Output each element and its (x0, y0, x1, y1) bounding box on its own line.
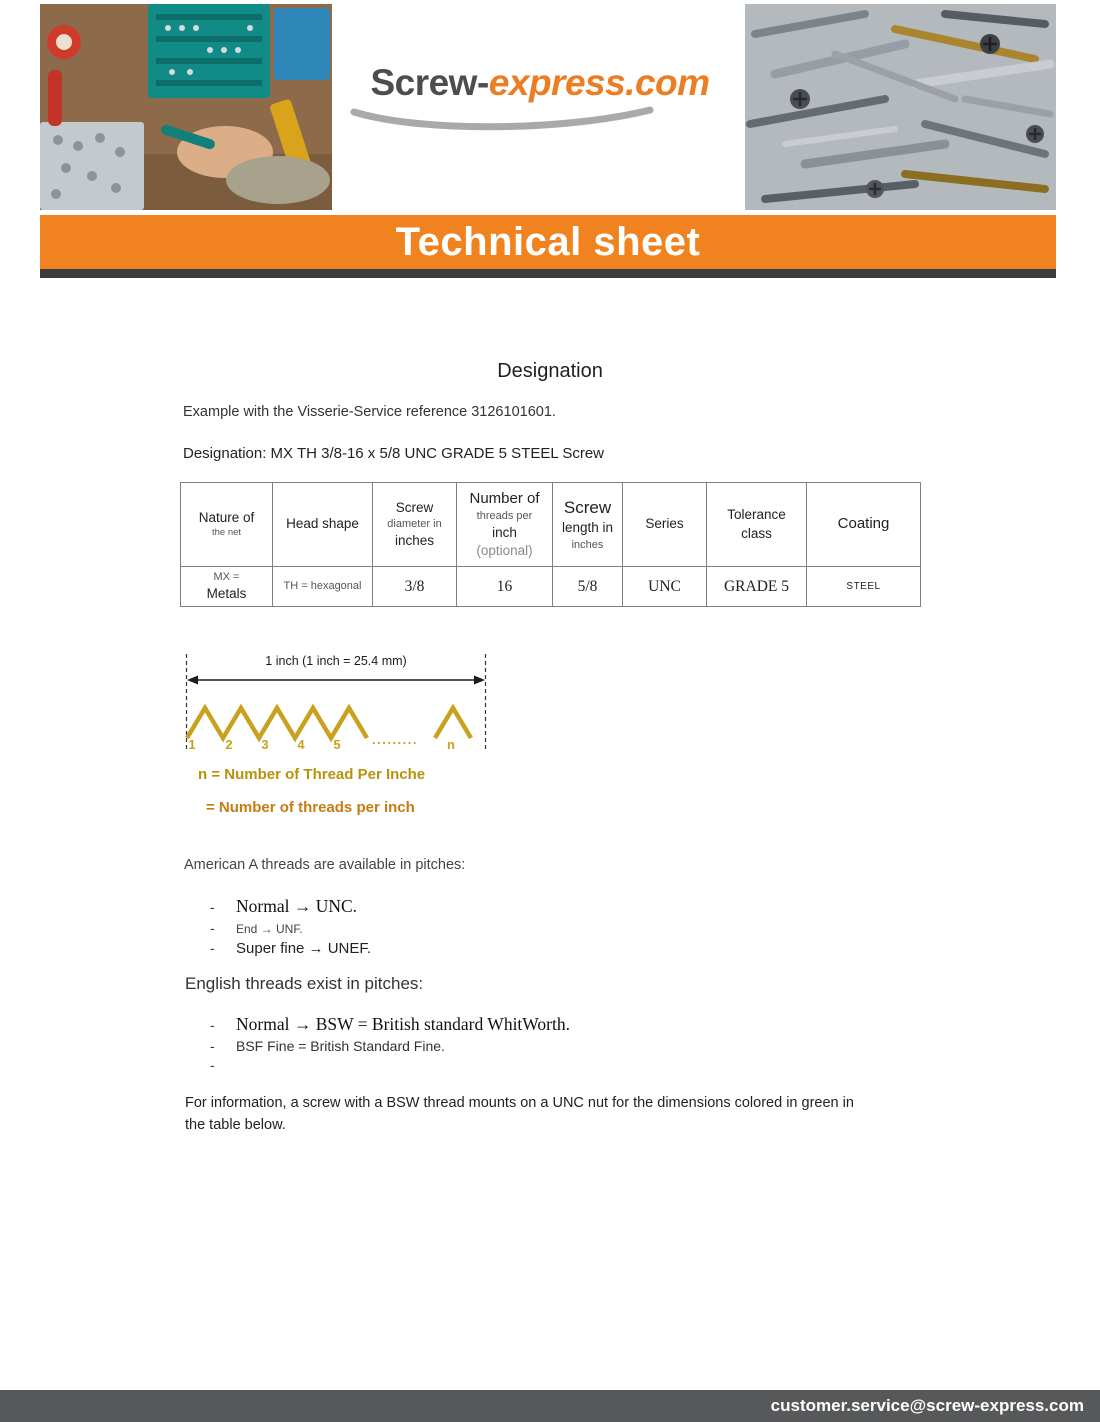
logo (340, 62, 740, 132)
english-threads-list (210, 1014, 570, 1073)
diagram-caption-line1: n = Number of Thread Per Inche (198, 766, 426, 783)
list-item (210, 920, 371, 940)
english-threads-intro: English threads exist in pitches: (185, 974, 424, 993)
list-item (210, 1014, 570, 1038)
workbench-photo (40, 4, 332, 210)
cell-diameter: 3/8 (373, 567, 457, 607)
footer-bar (0, 1390, 1100, 1422)
logo-part-express: express.com (488, 62, 710, 103)
cell-head-shape: TH = hexagonal (273, 567, 373, 607)
thread-number-3: 3 (261, 737, 269, 752)
col-header-threads: Number of threads per inch (optional) (457, 483, 553, 567)
list-item-text: Super fine → UNEF. (236, 940, 372, 957)
table-header-row (181, 483, 921, 567)
workbench-photo-graphic (40, 4, 332, 210)
list-dash: - (210, 1038, 215, 1054)
thread-ellipsis: ......... (371, 732, 419, 747)
col-header-tolerance: Tolerance class (707, 483, 807, 567)
cell-tolerance: GRADE 5 (707, 567, 807, 607)
list-item (210, 940, 371, 960)
logo-swoosh (350, 106, 680, 132)
list-dash: - (210, 1017, 215, 1033)
col-header-diameter: Screw diameter in inches (373, 483, 457, 567)
american-threads-intro: American A threads are available in pitches: (184, 857, 466, 873)
list-item (210, 1038, 570, 1057)
bsw-unc-note: For information, a screw with a BSW thread mounts on a UNC nut for the dimensions colored in green in the table below. (185, 1095, 854, 1133)
cell-coating: STEEL (807, 567, 921, 607)
thread-pitch-diagram (183, 652, 489, 756)
list-item-text: End → UNF. (236, 922, 303, 936)
list-dash: - (210, 940, 215, 956)
list-dash: - (210, 1057, 215, 1073)
inch-dimension-label: 1 inch (1 inch = 25.4 mm) (265, 654, 407, 668)
screws-photo (745, 4, 1056, 210)
designation-line: Designation: MX TH 3/8-16 x 5/8 UNC GRADE 5 STEEL Screw (183, 445, 604, 462)
diagram-caption-line2: = Number of threads per inch (206, 799, 415, 816)
list-item (210, 1057, 570, 1073)
section-title: Designation (497, 360, 603, 382)
thread-number-4: 4 (297, 737, 305, 752)
thread-number-2: 2 (225, 737, 233, 752)
example-line: Example with the Visserie-Service reference 3126101601. (183, 404, 556, 420)
list-item-text: BSF Fine = British Standard Fine. (236, 1038, 445, 1054)
col-header-head-shape: Head shape (273, 483, 373, 567)
thread-number-1: 1 (188, 737, 196, 752)
cell-threads: 16 (457, 567, 553, 607)
col-header-series: Series (623, 483, 707, 567)
col-header-nature: Nature of the net (181, 483, 273, 567)
table-data-row (181, 567, 921, 607)
list-item-text: Normal → BSW = British standard WhitWorth. (236, 1014, 570, 1034)
logo-part-screw: Screw- (370, 62, 489, 103)
banner-title: Technical sheet (40, 215, 1056, 269)
list-dash: - (210, 899, 215, 915)
list-item-text: Normal → UNC. (236, 896, 358, 916)
list-dash: - (210, 920, 215, 936)
thread-number-n: n (447, 737, 455, 752)
logo-text (340, 62, 740, 104)
thread-number-5: 5 (333, 737, 341, 752)
col-header-coating: Coating (807, 483, 921, 567)
col-header-length: Screw length in inches (553, 483, 623, 567)
designation-table (180, 482, 921, 607)
banner-shadow-strip (40, 269, 1056, 278)
cell-length: 5/8 (553, 567, 623, 607)
thread-pitch-diagram-graphic (183, 652, 489, 756)
american-threads-list (210, 896, 371, 960)
cell-series: UNC (623, 567, 707, 607)
screws-photo-graphic (745, 4, 1056, 210)
list-item (210, 896, 371, 920)
cell-nature: MX = Metals (181, 567, 273, 607)
customer-service-email[interactable]: customer.service@screw-express.com (770, 1396, 1084, 1415)
